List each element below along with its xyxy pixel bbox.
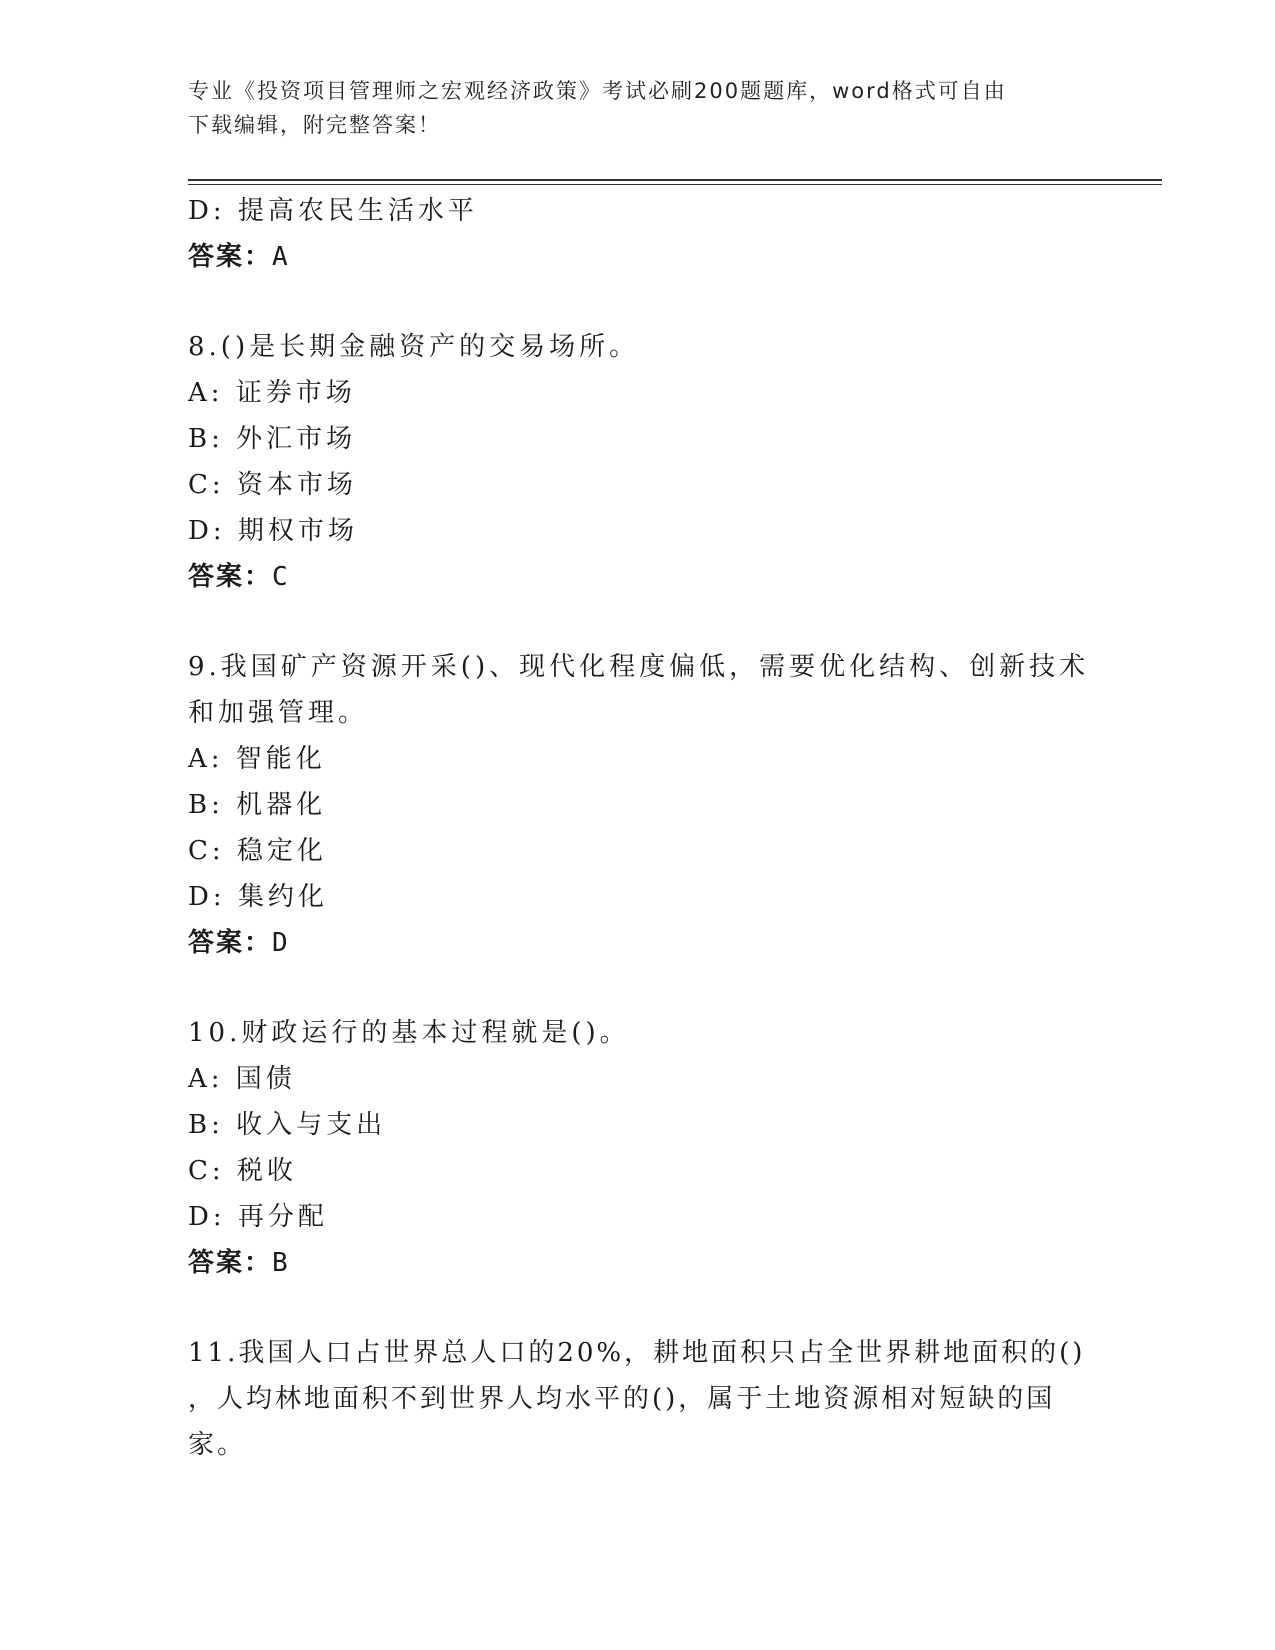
answer-line: [188, 234, 1068, 280]
question-9-option-c: C: 稳定化: [188, 836, 327, 866]
question-8-stem: 8.()是长期金融资产的交易场所。: [188, 332, 640, 362]
answer-label: 答案：: [188, 1248, 273, 1278]
question-8-answer: [188, 554, 1068, 600]
question-9-option-b: B: 机器化: [188, 790, 327, 820]
question-10-answer: [188, 1240, 1068, 1286]
answer-label: 答案：: [188, 562, 273, 592]
question-11-stem-line-3: 家。: [188, 1430, 247, 1460]
question-spacer: [188, 966, 1068, 1010]
question-11-stem-line-2: ，人均林地面积不到世界人均水平的()，属于土地资源相对短缺的国: [188, 1384, 1056, 1414]
question-spacer: [188, 1286, 1068, 1330]
question-9-option-d: D: 集约化: [188, 882, 328, 912]
answer-value: A: [272, 242, 290, 272]
question-8-option-a: A: 证券市场: [188, 378, 356, 408]
answer-value: B: [272, 1248, 290, 1278]
question-10-option-a: A: 国债: [188, 1064, 296, 1094]
question-9-stem-line-1: 9.我国矿产资源开采()、现代化程度偏低，需要优化结构、创新技术: [188, 652, 1090, 682]
question-10-option-d: D: 再分配: [188, 1202, 328, 1232]
question-list: [188, 188, 1090, 1468]
question-10-option-b: B: 收入与支出: [188, 1110, 387, 1140]
document-header: [188, 74, 1068, 142]
question-9-option-a: A: 智能化: [188, 744, 326, 774]
header-line-1: 专业《投资项目管理师之宏观经济政策》考试必刷200题题库，word格式可自由: [188, 79, 1007, 103]
question-8-option-b: B: 外汇市场: [188, 424, 357, 454]
answer-value: C: [272, 562, 290, 592]
question-10-stem: 10.财政运行的基本过程就是()。: [188, 1018, 630, 1048]
question-8-option-d: D: 期权市场: [188, 516, 358, 546]
question-10-option-c: C: 税收: [188, 1156, 297, 1186]
question-8-option-c: C: 资本市场: [188, 470, 357, 500]
header-divider-thin: [188, 184, 1162, 185]
question-spacer: [188, 280, 1068, 324]
header-divider-thick: [188, 179, 1162, 181]
question-9-stem-line-2: 和加强管理。: [188, 698, 369, 728]
question-11-stem-line-1: 11.我国人口占世界总人口的20%，耕地面积只占全世界耕地面积的(): [188, 1338, 1086, 1368]
question-9-answer: [188, 920, 1068, 966]
answer-value: D: [272, 928, 290, 958]
answer-label: 答案：: [188, 928, 273, 958]
answer-label: 答案：: [188, 242, 273, 272]
question-spacer: [188, 600, 1068, 644]
header-line-2: 下载编辑，附完整答案！: [188, 113, 441, 137]
option-d: D: 提高农民生活水平: [188, 196, 478, 226]
